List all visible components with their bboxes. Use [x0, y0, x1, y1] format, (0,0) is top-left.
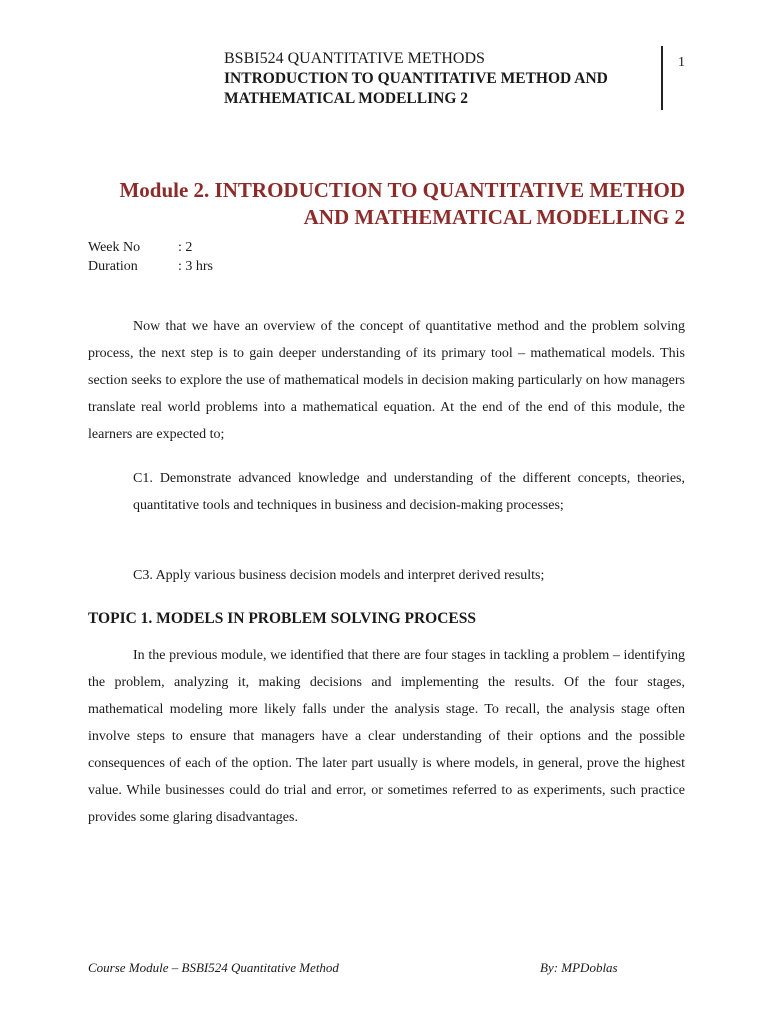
module-title-line2: AND MATHEMATICAL MODELLING 2	[303, 205, 685, 229]
meta-value: : 3 hrs	[178, 259, 213, 274]
course-code: BSBI524 QUANTITATIVE METHODS	[224, 50, 485, 67]
header-divider	[661, 46, 663, 110]
intro-paragraph	[88, 313, 685, 448]
meta-label: Duration	[88, 259, 138, 274]
meta-row-duration	[88, 257, 213, 276]
module-meta	[88, 238, 213, 276]
page-number: 1	[678, 55, 685, 70]
page-header	[224, 48, 644, 109]
outcome-c3: C3. Apply various business decision models and interpret derived results;	[133, 568, 545, 583]
header-title-line1: INTRODUCTION TO QUANTITATIVE METHOD AND	[224, 70, 608, 87]
topic-text: In the previous module, we identified that there are four stages in tackling a problem – identifying the problem, analyzing it, making decisions and implementing the results. Of the four stages, mathematical modeling more likely falls under the analysis stage. To recall, the analysis stage often involve steps to ensure that managers have a clear understanding of their options and the possible consequences of each of the option. The later part usually is where models, in general, prove the highest value. While businesses could do trial and error, or sometimes referred to as experiments, such practice provides some glaring disadvantages.	[88, 648, 685, 825]
topic-heading: TOPIC 1. MODELS IN PROBLEM SOLVING PROCESS	[88, 610, 477, 627]
footer-author: By: MPDoblas	[540, 960, 618, 975]
header-title-line2: MATHEMATICAL MODELLING 2	[224, 90, 468, 107]
meta-label: Week No	[88, 240, 141, 255]
footer-course: Course Module – BSBI524 Quantitative Method	[88, 960, 339, 975]
meta-row-week	[88, 238, 213, 257]
outcome-c1: C1. Demonstrate advanced knowledge and understanding of the different concepts, theories, quantitative tools and techniques in business and decision-making processes;	[133, 471, 685, 513]
intro-text: Now that we have an overview of the concept of quantitative method and the problem solving process, the next step is to gain deeper understanding of its primary tool – mathematical models. This section seeks to explore the use of mathematical models in decision making particularly on how managers translate real world problems into a mathematical equation. At the end of the end of this module, the learners are expected to;	[88, 319, 685, 442]
topic-paragraph	[88, 642, 685, 831]
module-title-line1: Module 2. INTRODUCTION TO QUANTITATIVE METHOD	[119, 178, 685, 202]
meta-value: : 2	[178, 240, 193, 255]
module-title	[88, 177, 685, 231]
